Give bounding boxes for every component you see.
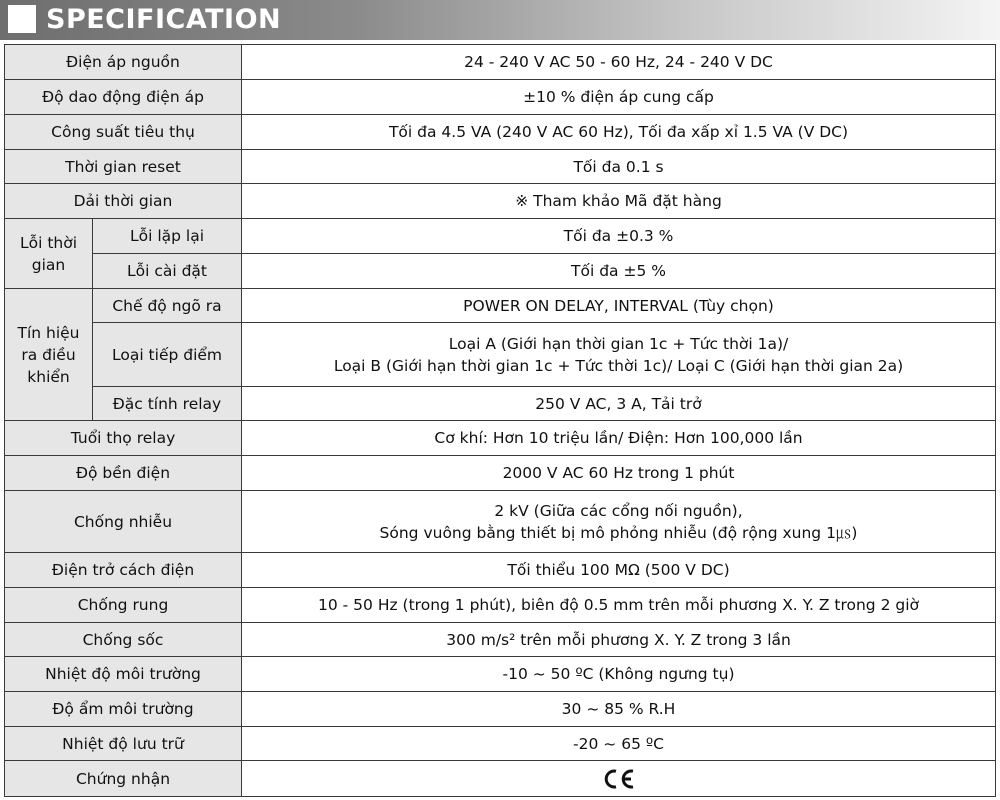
table-row — [5, 588, 996, 623]
control-output-group-label — [5, 289, 93, 421]
row-value — [242, 761, 996, 797]
row-sublabel: Đặc tính relay — [93, 387, 242, 421]
table-row — [5, 761, 996, 797]
row-value: ※ Tham khảo Mã đặt hàng — [242, 184, 996, 219]
group-label-line: gian — [31, 255, 66, 274]
row-value: -20 ~ 65 ºC — [242, 727, 996, 761]
row-label: Tuổi thọ relay — [5, 421, 242, 456]
value-line: Loại B (Giới hạn thời gian 1c + Tức thời 1c)/ Loại C (Giới hạn thời gian 2a) — [333, 356, 904, 375]
table-row — [5, 491, 996, 553]
row-value: Tối đa ±5 % — [242, 254, 996, 289]
row-value: Cơ khí: Hơn 10 triệu lần/ Điện: Hơn 100,000 lần — [242, 421, 996, 456]
table-row — [5, 289, 996, 323]
row-label: Điện trở cách điện — [5, 553, 242, 588]
row-sublabel: Loại tiếp điểm — [93, 323, 242, 387]
row-value: Tối đa ±0.3 % — [242, 219, 996, 254]
table-row — [5, 184, 996, 219]
value-line: 2 kV (Giữa các cổng nối nguồn), — [494, 501, 743, 520]
table-row — [5, 219, 996, 254]
table-row — [5, 553, 996, 588]
group-label-line: khiển — [27, 367, 70, 386]
table-row — [5, 45, 996, 80]
row-value: POWER ON DELAY, INTERVAL (Tùy chọn) — [242, 289, 996, 323]
row-value: -10 ~ 50 ºC (Không ngưng tụ) — [242, 657, 996, 692]
row-label: Dải thời gian — [5, 184, 242, 219]
row-label: Chống sốc — [5, 623, 242, 657]
row-value: Tối thiểu 100 MΩ (500 V DC) — [242, 553, 996, 588]
group-label-line: Lỗi thời — [19, 233, 78, 252]
row-value: ±10 % điện áp cung cấp — [242, 80, 996, 115]
table-row — [5, 254, 996, 289]
row-value — [242, 323, 996, 387]
table-row — [5, 387, 996, 421]
table-row — [5, 421, 996, 456]
row-label: Chứng nhận — [5, 761, 242, 797]
table-row — [5, 692, 996, 727]
row-value: 24 - 240 V AC 50 - 60 Hz, 24 - 240 V DC — [242, 45, 996, 80]
table-row — [5, 150, 996, 184]
row-value: 30 ~ 85 % R.H — [242, 692, 996, 727]
row-label: Chống nhiễu — [5, 491, 242, 553]
row-value: Tối đa 4.5 VA (240 V AC 60 Hz), Tối đa xấp xỉ 1.5 VA (V DC) — [242, 115, 996, 150]
row-label: Điện áp nguồn — [5, 45, 242, 80]
header-square-icon — [8, 5, 36, 33]
row-sublabel: Lỗi lặp lại — [93, 219, 242, 254]
table-row — [5, 80, 996, 115]
specification-table — [4, 44, 996, 797]
section-header — [0, 0, 1000, 40]
ce-mark-icon — [602, 767, 636, 791]
row-value: 250 V AC, 3 A, Tải trở — [242, 387, 996, 421]
table-row — [5, 456, 996, 491]
section-title: SPECIFICATION — [46, 4, 282, 35]
row-value: Tối đa 0.1 s — [242, 150, 996, 184]
row-label: Thời gian reset — [5, 150, 242, 184]
row-label: Độ bền điện — [5, 456, 242, 491]
row-sublabel: Lỗi cài đặt — [93, 254, 242, 289]
row-value — [242, 491, 996, 553]
row-label: Công suất tiêu thụ — [5, 115, 242, 150]
table-row — [5, 115, 996, 150]
row-label: Nhiệt độ môi trường — [5, 657, 242, 692]
value-line: Loại A (Giới hạn thời gian 1c + Tức thời 1a)/ — [448, 334, 789, 353]
row-label: Độ ẩm môi trường — [5, 692, 242, 727]
row-sublabel: Chế độ ngõ ra — [93, 289, 242, 323]
time-error-group-label — [5, 219, 93, 289]
row-value: 300 m/s² trên mỗi phương X. Y. Z trong 3 lần — [242, 623, 996, 657]
row-value: 10 - 50 Hz (trong 1 phút), biên độ 0.5 mm trên mỗi phương X. Y. Z trong 2 giờ — [242, 588, 996, 623]
table-row — [5, 727, 996, 761]
group-label-line: ra điều — [21, 345, 76, 364]
group-label-line: Tín hiệu — [17, 323, 80, 342]
row-label: Nhiệt độ lưu trữ — [5, 727, 242, 761]
table-row — [5, 323, 996, 387]
row-label: Chống rung — [5, 588, 242, 623]
value-line: Sóng vuông bằng thiết bị mô phỏng nhiễu (độ rộng xung 1㎲) — [379, 523, 858, 542]
row-label: Độ dao động điện áp — [5, 80, 242, 115]
table-row — [5, 623, 996, 657]
row-value: 2000 V AC 60 Hz trong 1 phút — [242, 456, 996, 491]
table-row — [5, 657, 996, 692]
